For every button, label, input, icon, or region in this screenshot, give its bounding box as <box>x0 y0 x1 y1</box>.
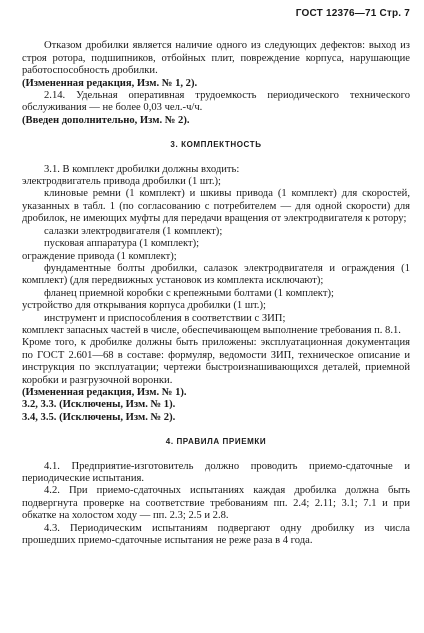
section-acceptance <box>22 461 410 548</box>
paragraph: инструмент и приспособления в соответствии с ЗИП; <box>44 312 286 324</box>
paragraph: 4.1. Предприятие-изготовитель должно проводить приемо-сдаточные и периодические испытания. <box>22 460 410 484</box>
paragraph: Отказом дробилки является наличие одного из следующих дефектов: выход из строя ротора, подшипников, отбойных плит, повреждение корпуса, нарушающие работоспособность дробилки. <box>22 40 410 77</box>
amendment-note: (Измененная редакция, Изм. № 1). <box>22 386 187 398</box>
paragraph: фланец приемной коробки с крепежными болтами (1 комплект); <box>44 287 334 299</box>
paragraph: 2.14. Удельная оперативная трудоемкость периодического технического обслуживания — не более 0,03 чел.-ч/ч. <box>22 90 410 114</box>
amendment-note: 3.4, 3.5. (Исключены, Изм. № 2). <box>22 411 176 423</box>
paragraph: устройство для открывания корпуса дробилки (1 шт.); <box>22 300 266 312</box>
paragraph: клиновые ремни (1 комплект) и шкивы привода (1 комплект) для скоростей, указанных в табл. 1 (по согласованию с потребителем — для одной скорости) для дробилок, не имеющих муфты для передачи вращения от электродвигателя к ротору; <box>22 188 410 225</box>
page-header: ГОСТ 12376—71 Стр. 7 <box>295 8 410 19</box>
paragraph: ограждение привода (1 комплект); <box>22 250 177 262</box>
paragraph: комплект запасных частей в числе, обеспечивающем выполнение требования п. 8.1. <box>22 324 401 336</box>
section-heading-completeness: 3. КОМПЛЕКТНОСТЬ <box>170 140 262 150</box>
amendment-note: (Измененная редакция, Изм. № 1, 2). <box>22 77 198 89</box>
paragraph: Кроме того, к дробилке должны быть приложены: эксплуатационная документация по ГОСТ 2.601—68 в составе: формуляр, ведомости ЗИП, техническое описание и инструкция по эксплуатации; чертежи быстроизнашивающихся деталей, приемной коробки и разгрузочной воронки. <box>22 337 410 386</box>
top-block <box>22 40 410 127</box>
amendment-note: 3.2, 3.3. (Исключены, Изм. № 1). <box>22 399 176 411</box>
paragraph: пусковая аппаратура (1 комплект); <box>44 238 200 250</box>
section-completeness <box>22 164 410 425</box>
paragraph: 4.2. При приемо-сдаточных испытаниях каждая дробилка должна быть подвергнута проверке на соответствие требованиям пп. 2.4; 2.11; 3.1; 7.1 и при обкатке на холостом ходу — пп. 2.3; 2.5 и 2.8. <box>22 485 410 522</box>
section-heading-acceptance: 4. ПРАВИЛА ПРИЕМКИ <box>165 437 267 447</box>
paragraph: 4.3. Периодическим испытаниям подвергают одну дробилку из числа прошедших приемо-сдаточные испытания не реже раза в 4 года. <box>22 522 410 547</box>
paragraph: электродвигатель привода дробилки (1 шт.); <box>22 176 222 188</box>
paragraph: салазки электродвигателя (1 комплект); <box>44 225 223 237</box>
paragraph: 3.1. В комплект дробилки должны входить: <box>44 163 240 175</box>
paragraph: фундаментные болты дробилки, салазок электродвигателя и ограждения (1 комплект) (для передвижных установок из комплекта исключают); <box>22 262 410 287</box>
amendment-note: (Введен дополнительно, Изм. № 2). <box>22 114 190 126</box>
